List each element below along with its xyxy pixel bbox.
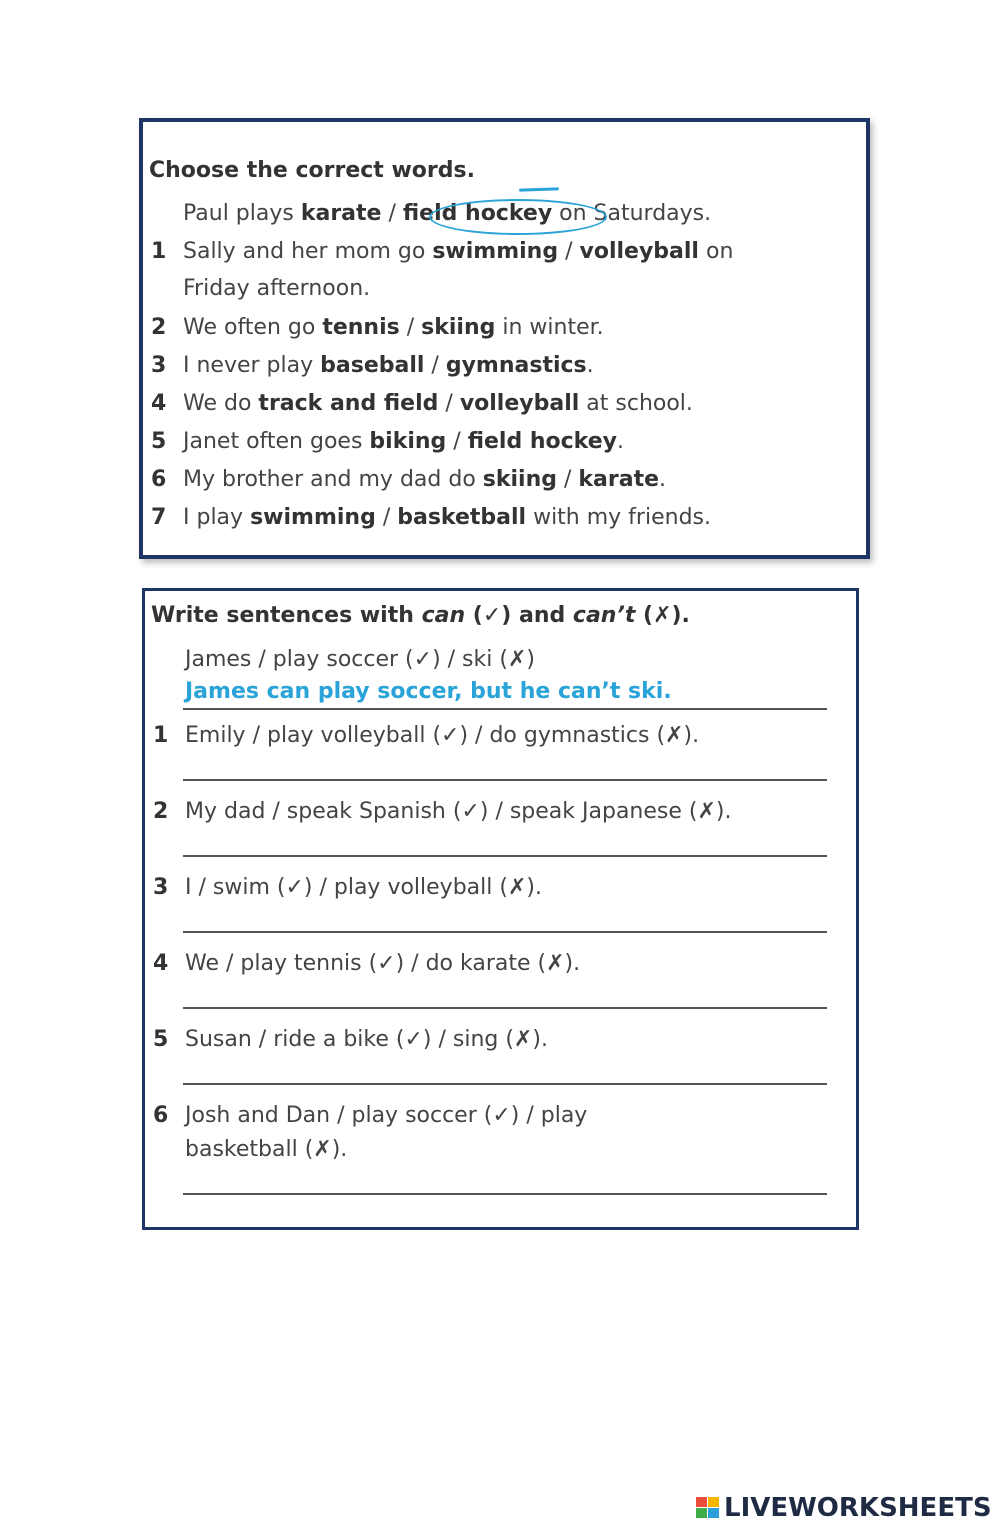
item-sentence: I play swimming / basketball with my friends. xyxy=(183,505,711,530)
logo-text: LIVEWORKSHEETS xyxy=(724,1493,992,1523)
answer-circle xyxy=(429,199,607,235)
item-prompt-cont: basketball (✗). xyxy=(185,1137,348,1162)
item-number: 6 xyxy=(153,1103,169,1128)
option-a[interactable]: swimming xyxy=(250,505,376,530)
logo-icon xyxy=(696,1497,720,1519)
option-a[interactable]: track and field xyxy=(258,391,439,416)
item-prompt: Emily / play volleyball (✓) / do gymnastics (✗). xyxy=(185,723,700,748)
item-sentence: Sally and her mom go swimming / volleyball on xyxy=(183,239,734,264)
item-number: 6 xyxy=(151,467,167,492)
answer-line[interactable] xyxy=(183,1193,827,1195)
answer-line[interactable] xyxy=(183,855,827,857)
option-a[interactable]: tennis xyxy=(322,315,400,340)
answer-line[interactable] xyxy=(183,1007,827,1009)
item-prompt: We / play tennis (✓) / do karate (✗). xyxy=(185,951,581,976)
option-field-hockey[interactable]: field hockey xyxy=(402,201,553,226)
answer-circle-stroke xyxy=(519,187,559,191)
item-number: 4 xyxy=(151,391,167,416)
item-number: 2 xyxy=(151,315,167,340)
item-prompt: Josh and Dan / play soccer (✓) / play xyxy=(185,1103,588,1128)
option-a[interactable]: swimming xyxy=(432,239,559,264)
example-answer: James can play soccer, but he can’t ski. xyxy=(185,679,672,704)
option-b[interactable]: volleyball xyxy=(579,239,699,264)
option-a[interactable]: skiing xyxy=(482,467,557,492)
item-number: 5 xyxy=(151,429,167,454)
option-a[interactable]: baseball xyxy=(320,353,425,378)
exercise-write-sentences xyxy=(142,588,859,1230)
item-prompt: My dad / speak Spanish (✓) / speak Japanese (✗). xyxy=(185,799,732,824)
option-b[interactable]: skiing xyxy=(421,315,496,340)
item-number: 1 xyxy=(153,723,169,748)
exercise2-title: Write sentences with can (✓) and can’t (✗). xyxy=(151,603,690,628)
option-b[interactable]: basketball xyxy=(397,505,527,530)
item-number: 5 xyxy=(153,1027,169,1052)
item-number: 7 xyxy=(151,505,167,530)
option-a[interactable]: biking xyxy=(369,429,447,454)
item-prompt: I / swim (✓) / play volleyball (✗). xyxy=(185,875,542,900)
example-prompt: James / play soccer (✓) / ski (✗) xyxy=(185,647,535,672)
item-number: 4 xyxy=(153,951,169,976)
item-number: 3 xyxy=(153,875,169,900)
item-number: 2 xyxy=(153,799,169,824)
item-sentence-cont: Friday afternoon. xyxy=(183,276,371,301)
liveworksheets-logo xyxy=(696,1491,996,1525)
example-answer-line xyxy=(183,708,827,710)
option-b[interactable]: gymnastics xyxy=(445,353,587,378)
option-b[interactable]: volleyball xyxy=(459,391,580,416)
option-b[interactable]: karate xyxy=(578,467,660,492)
item-sentence: We do track and field / volleyball at school. xyxy=(183,391,693,416)
answer-line[interactable] xyxy=(183,931,827,933)
item-number: 3 xyxy=(151,353,167,378)
item-number: 1 xyxy=(151,239,167,264)
answer-line[interactable] xyxy=(183,1083,827,1085)
item-prompt: Susan / ride a bike (✓) / sing (✗). xyxy=(185,1027,548,1052)
option-b[interactable]: field hockey xyxy=(467,429,617,454)
item-sentence: We often go tennis / skiing in winter. xyxy=(183,315,604,340)
item-sentence: I never play baseball / gymnastics. xyxy=(183,353,594,378)
exercise-choose-words xyxy=(139,118,870,559)
item-sentence: Janet often goes biking / field hockey. xyxy=(183,429,624,454)
exercise1-title: Choose the correct words. xyxy=(149,158,475,183)
example-sentence: Paul plays karate / field hockey on Saturdays. xyxy=(183,201,712,226)
answer-line[interactable] xyxy=(183,779,827,781)
option-karate[interactable]: karate xyxy=(300,201,382,226)
item-sentence: My brother and my dad do skiing / karate. xyxy=(183,467,667,492)
